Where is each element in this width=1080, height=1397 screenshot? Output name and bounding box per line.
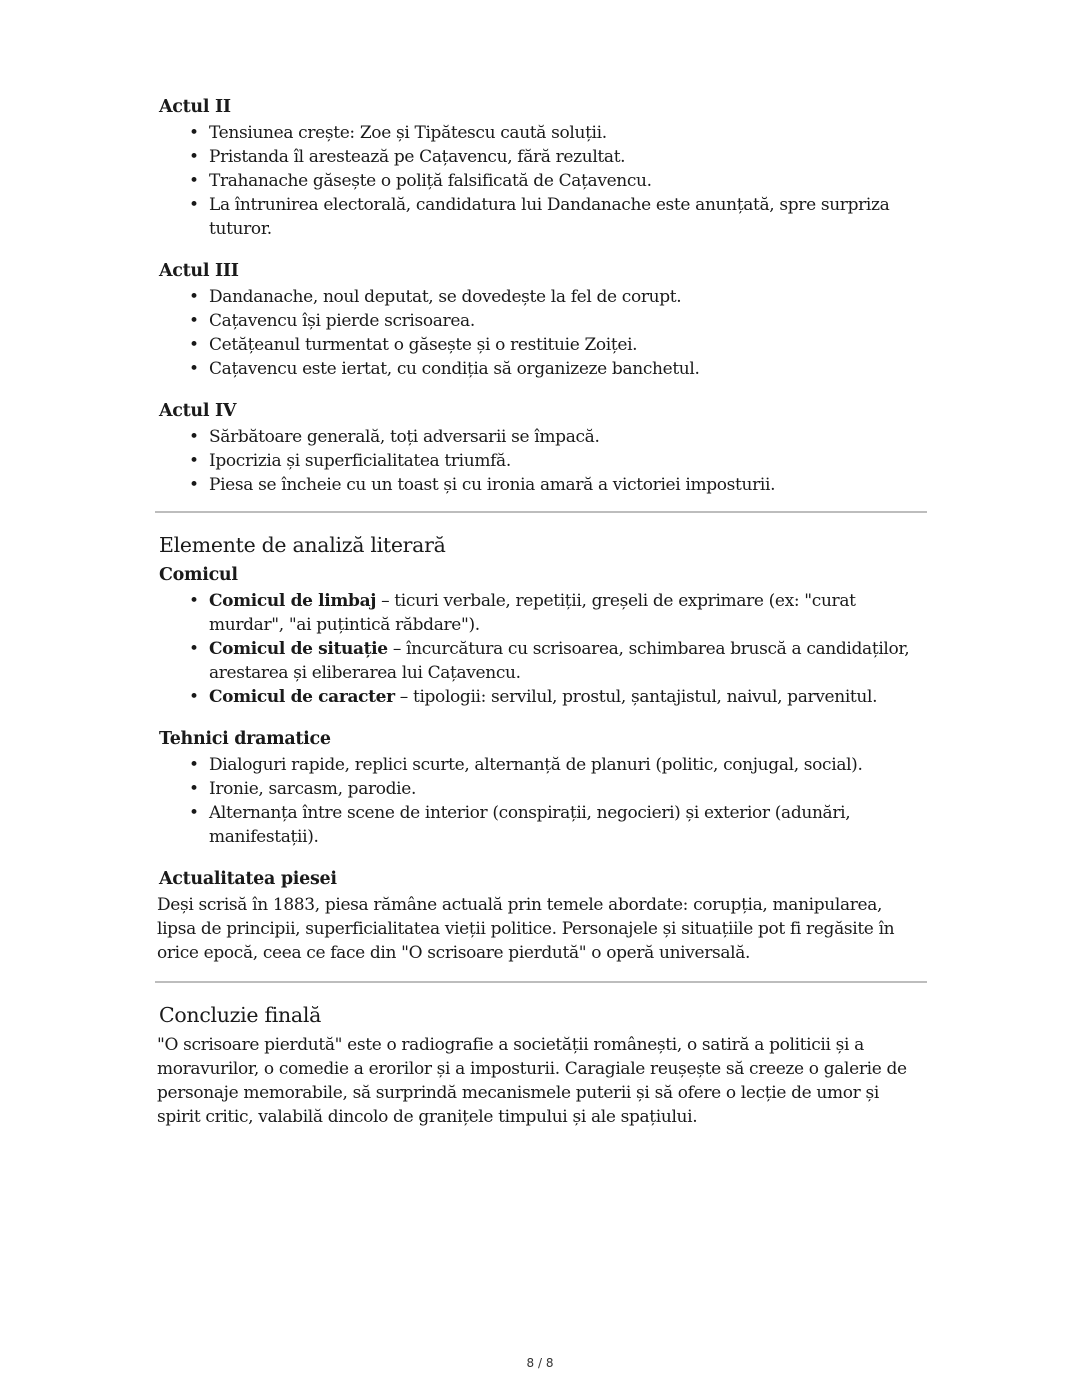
list-item: • Pristanda îl arestează pe Cațavencu, fără rezultat.: [209, 145, 925, 169]
list-item: [209, 685, 925, 709]
list-item: [209, 589, 925, 637]
list-item: • Cațavencu este iertat, cu condiția să organizeze banchetul.: [209, 357, 925, 381]
techniques-list: [157, 753, 925, 849]
comic-heading: Comicul: [159, 565, 238, 585]
term-description: – încurcătura cu scrisoarea, schimbarea bruscă a candidaților, arestarea și eliberarea lui Cațavencu.: [209, 639, 910, 683]
conclusion-section: [157, 1001, 925, 1129]
conclusion-paragraph: "O scrisoare pierdută" este o radiografie a societății românești, o satiră a politicii și a moravurilor, o comedie a erorilor și a imposturii. Caragiale reușește să creeze o galerie de personaje memorabile, să surprindă mecanismele puterii și să ofere o lecție de umor și spirit critic, valabilă dincolo de granițele timpului și ale spațiului.: [157, 1035, 907, 1127]
relevance-paragraph: Deși scrisă în 1883, piesa rămâne actuală prin temele abordate: corupția, manipularea, lipsa de principii, superficialitatea vieții politice. Personajele și situațiile pot fi regăsite în orice epocă, ceea ce face din "O scrisoare pierdută" o operă universală.: [157, 895, 895, 963]
list-item: • Ironie, sarcasm, parodie.: [209, 777, 925, 801]
act-2-list: [157, 121, 925, 241]
term-label: Comicul de limbaj: [209, 591, 377, 611]
term-description: – ticuri verbale, repetiții, greșeli de exprimare (ex: "curat murdar", "ai puțintică răbdare").: [209, 591, 856, 635]
list-item: • Cațavencu își pierde scrisoarea.: [209, 309, 925, 333]
act-3-list: [157, 285, 925, 381]
list-item: • Cetățeanul turmentat o găsește și o restituie Zoiței.: [209, 333, 925, 357]
list-item: • Sărbătoare generală, toți adversarii se împacă.: [209, 425, 925, 449]
list-item: • Alternanța între scene de interior (conspirații, negocieri) și exterior (adunări, manifestații).: [209, 801, 925, 849]
list-item: • Dialoguri rapide, replici scurte, alternanță de planuri (politic, conjugal, social).: [209, 753, 925, 777]
conclusion-heading: Concluzie finală: [159, 1003, 322, 1027]
techniques-heading: Tehnici dramatice: [159, 729, 331, 749]
analysis-section: [157, 531, 925, 965]
act-3-heading: Actul III: [159, 261, 239, 281]
list-item: • Tensiunea crește: Zoe și Tipătescu caută soluții.: [209, 121, 925, 145]
list-item: • Ipocrizia și superficialitatea triumfă.: [209, 449, 925, 473]
act-4-section: [157, 399, 925, 497]
comic-list: [157, 589, 925, 709]
analysis-heading: Elemente de analiză literară: [159, 533, 446, 557]
act-4-heading: Actul IV: [159, 401, 237, 421]
list-item: • Dandanache, noul deputat, se dovedește la fel de corupt.: [209, 285, 925, 309]
act-2-section: [157, 95, 925, 241]
section-divider: [155, 511, 927, 513]
document-page: [157, 95, 925, 1129]
page-indicator: 8 / 8: [526, 1356, 554, 1370]
term-label: Comicul de caracter: [209, 687, 395, 707]
relevance-heading: Actualitatea piesei: [159, 869, 337, 889]
list-item: [209, 637, 925, 685]
list-item: • Piesa se încheie cu un toast și cu ironia amară a victoriei imposturii.: [209, 473, 925, 497]
list-item: • Trahanache găsește o poliță falsificată de Cațavencu.: [209, 169, 925, 193]
act-4-list: [157, 425, 925, 497]
section-divider: [155, 981, 927, 983]
act-2-heading: Actul II: [159, 97, 231, 117]
term-description: – tipologii: servilul, prostul, șantajistul, naivul, parvenitul.: [394, 687, 878, 707]
act-3-section: [157, 259, 925, 381]
list-item: • La întrunirea electorală, candidatura lui Dandanache este anunțată, spre surpriza tuturor.: [209, 193, 925, 241]
term-label: Comicul de situație: [209, 639, 388, 659]
